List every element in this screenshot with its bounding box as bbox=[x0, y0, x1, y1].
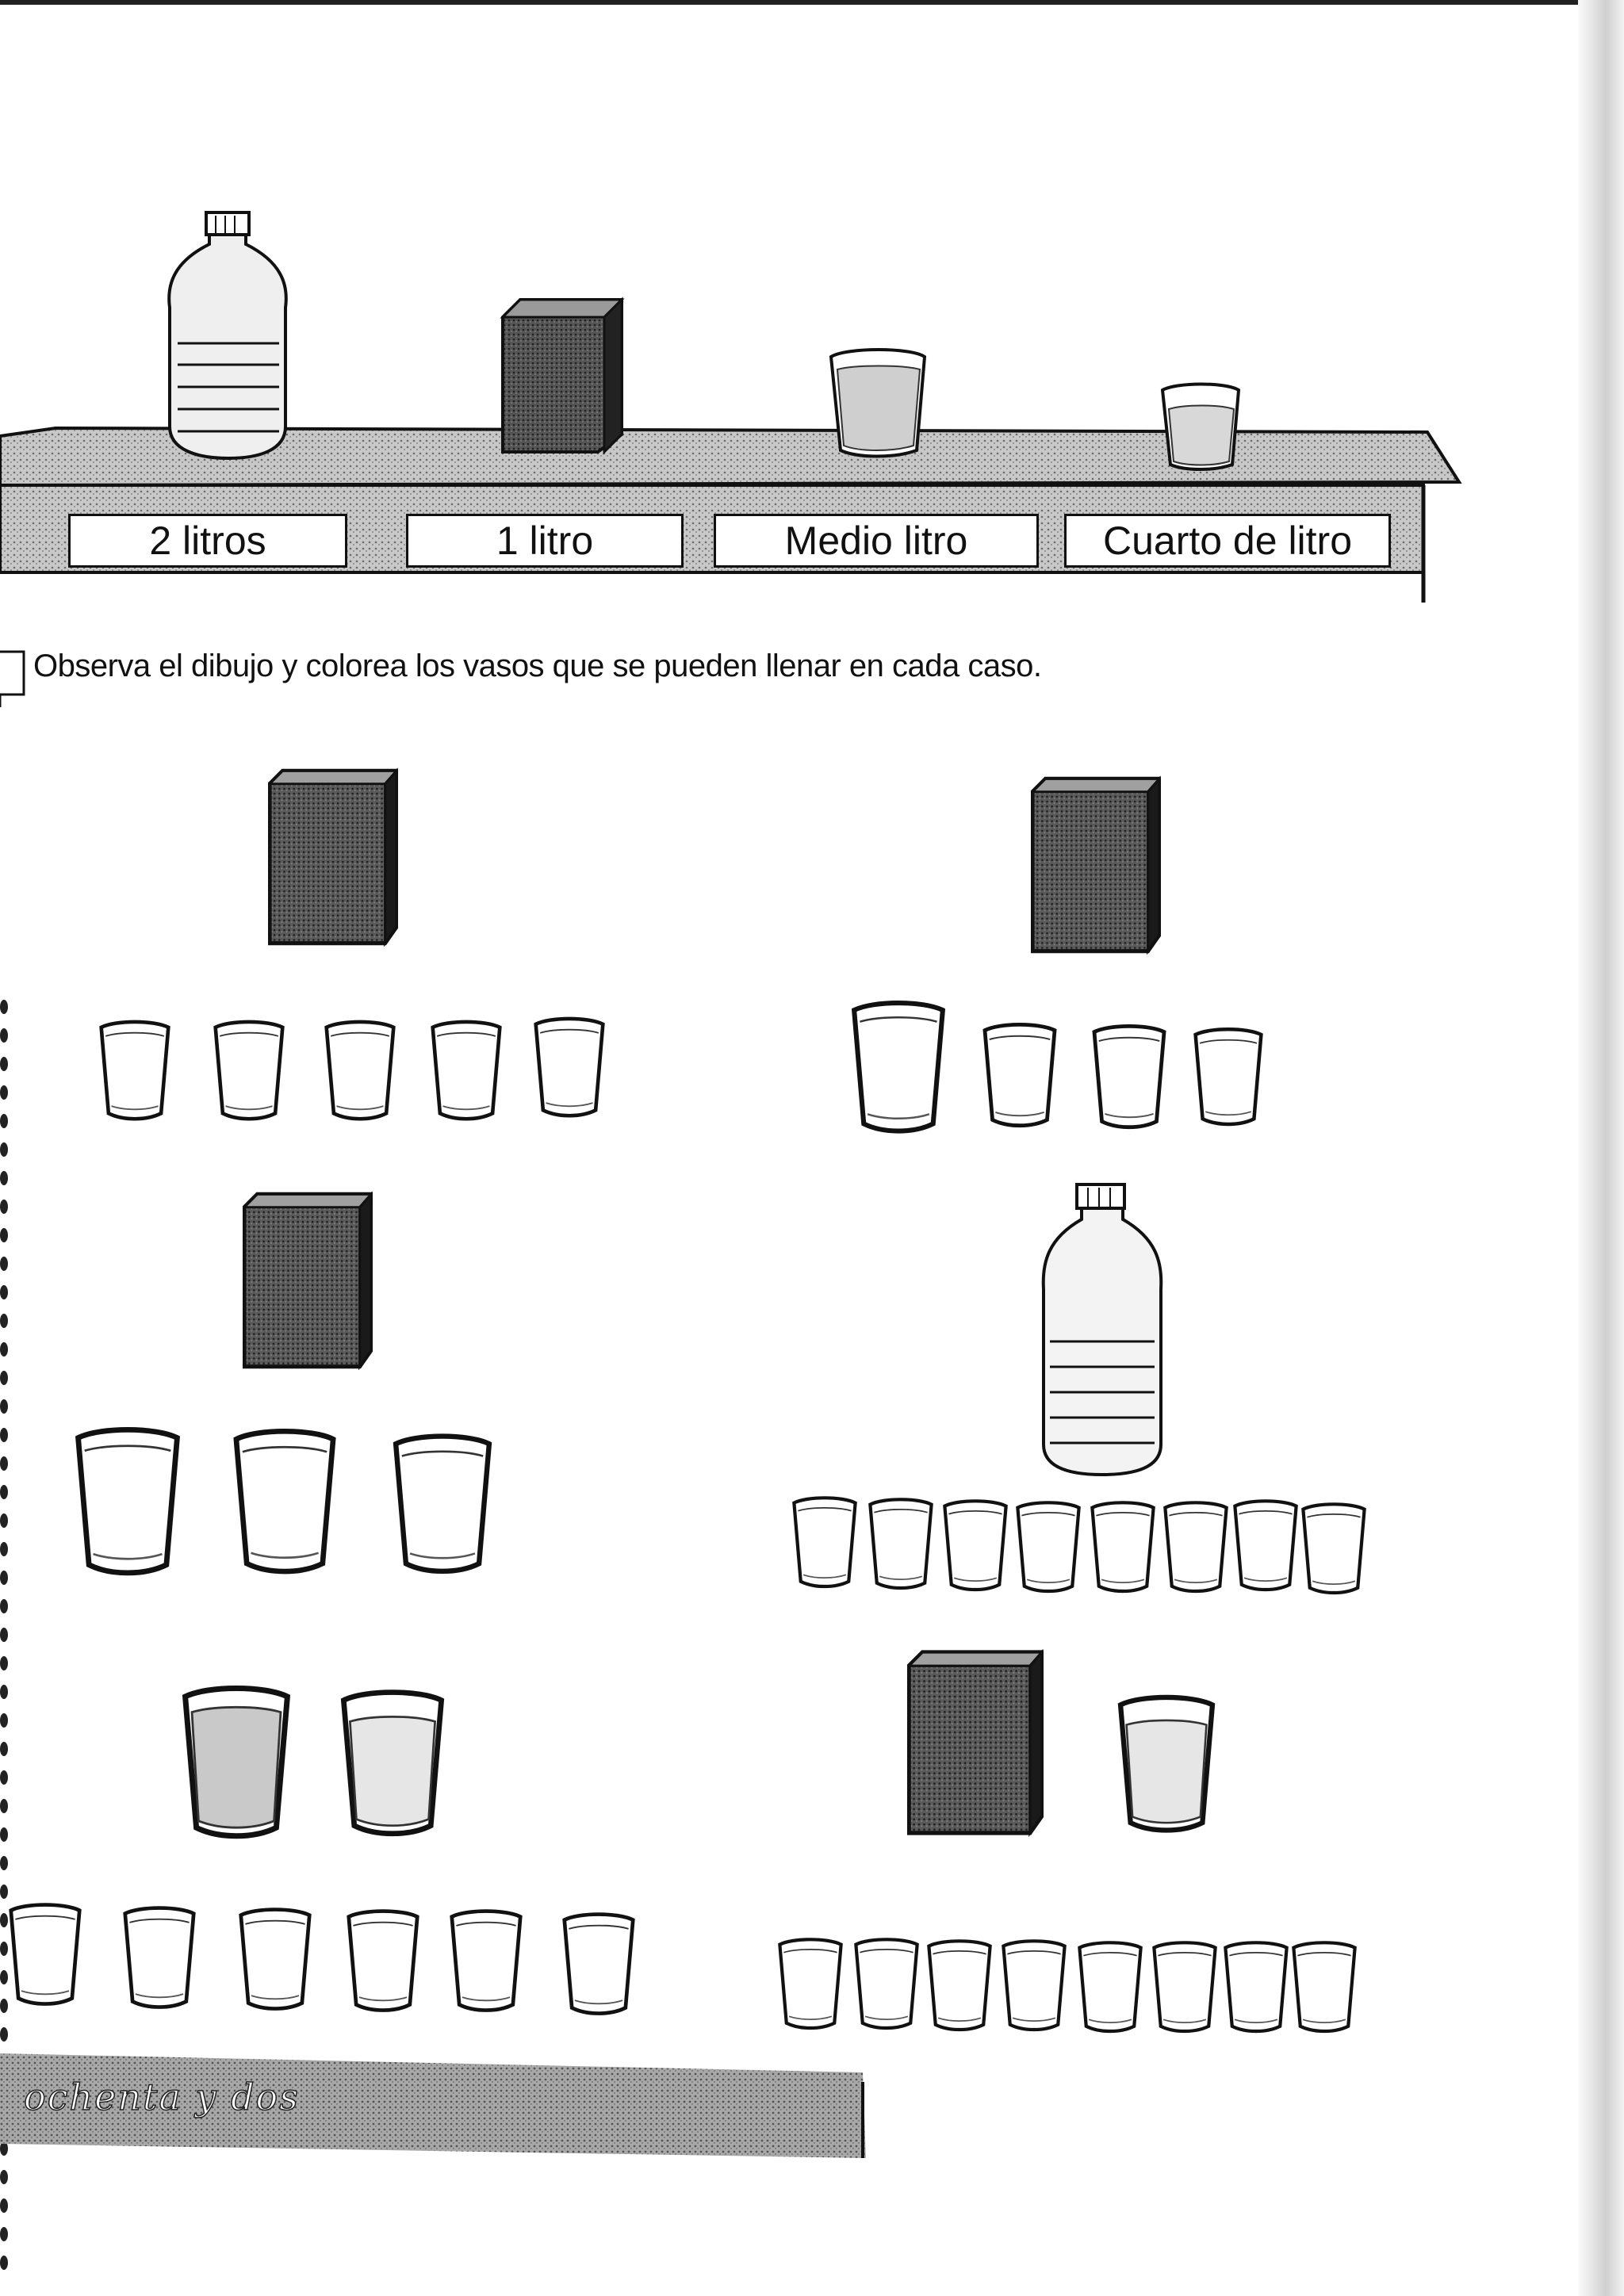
glass-icon bbox=[396, 1437, 489, 1571]
glass-icon bbox=[1079, 1942, 1140, 2031]
carton-icon bbox=[503, 300, 622, 452]
glass-icon bbox=[1293, 1942, 1354, 2031]
binding-hole bbox=[0, 2170, 8, 2184]
glass-icon bbox=[186, 1689, 288, 1836]
glass-icon bbox=[79, 1429, 178, 1573]
glass-icon bbox=[929, 1941, 990, 2030]
glass-icon bbox=[831, 350, 925, 457]
glass-icon bbox=[1303, 1504, 1364, 1593]
glass-icon bbox=[856, 1939, 917, 2028]
bottle-icon bbox=[169, 212, 286, 458]
glass-icon bbox=[241, 1910, 309, 2009]
glass-icon bbox=[985, 1024, 1055, 1125]
page-top-edge bbox=[0, 0, 1594, 5]
glass-icon bbox=[102, 1022, 169, 1119]
carton-icon bbox=[244, 1194, 371, 1366]
glass-icon bbox=[565, 1915, 633, 2014]
exercise-instruction: Observa el dibujo y colorea los vasos que se pueden llenar en cada caso. bbox=[33, 649, 1042, 683]
glass-icon bbox=[236, 1431, 333, 1571]
glass-icon bbox=[349, 1911, 417, 2011]
glass-icon bbox=[779, 1939, 841, 2028]
carton-icon bbox=[909, 1652, 1042, 1833]
glass-icon bbox=[433, 1022, 500, 1119]
glass-icon bbox=[1235, 1501, 1296, 1590]
exercise-number-marker bbox=[0, 644, 27, 707]
glass-icon bbox=[452, 1911, 520, 2011]
glass-icon bbox=[794, 1498, 855, 1586]
glass-icon bbox=[854, 1003, 943, 1131]
glass-icon bbox=[11, 1905, 79, 2004]
glass-icon bbox=[1165, 1502, 1226, 1591]
label-medio-litro: Medio litro bbox=[714, 514, 1039, 568]
glass-icon bbox=[1092, 1502, 1153, 1591]
page-number: ochenta y dos bbox=[24, 2076, 300, 2118]
glass-icon bbox=[343, 1693, 441, 1834]
glass-icon bbox=[1225, 1942, 1286, 2031]
glass-icon bbox=[1094, 1026, 1164, 1127]
exercise-figures bbox=[0, 745, 1427, 2045]
label-1-litro: 1 litro bbox=[406, 514, 684, 568]
glass-icon bbox=[1017, 1502, 1078, 1591]
carton-icon bbox=[270, 771, 396, 943]
glass-icon bbox=[125, 1908, 193, 2007]
binding-hole bbox=[0, 2227, 8, 2241]
label-cuarto-de-litro: Cuarto de litro bbox=[1064, 514, 1391, 568]
bottle-icon bbox=[1044, 1184, 1162, 1475]
glass-icon bbox=[1120, 1697, 1212, 1831]
label-2-litros: 2 litros bbox=[68, 514, 347, 568]
glass-icon bbox=[1003, 1941, 1064, 2030]
carton-icon bbox=[1032, 779, 1159, 951]
glass-icon bbox=[1162, 385, 1239, 470]
glass-icon bbox=[216, 1022, 283, 1119]
glass-icon bbox=[1154, 1942, 1215, 2031]
binding-hole bbox=[0, 2256, 8, 2270]
glass-icon bbox=[536, 1019, 603, 1115]
glass-icon bbox=[944, 1501, 1005, 1590]
binding-hole bbox=[0, 2198, 8, 2213]
glass-icon bbox=[870, 1499, 931, 1588]
page-right-edge bbox=[1578, 0, 1624, 2296]
glass-icon bbox=[1196, 1029, 1262, 1124]
glass-icon bbox=[327, 1022, 394, 1119]
